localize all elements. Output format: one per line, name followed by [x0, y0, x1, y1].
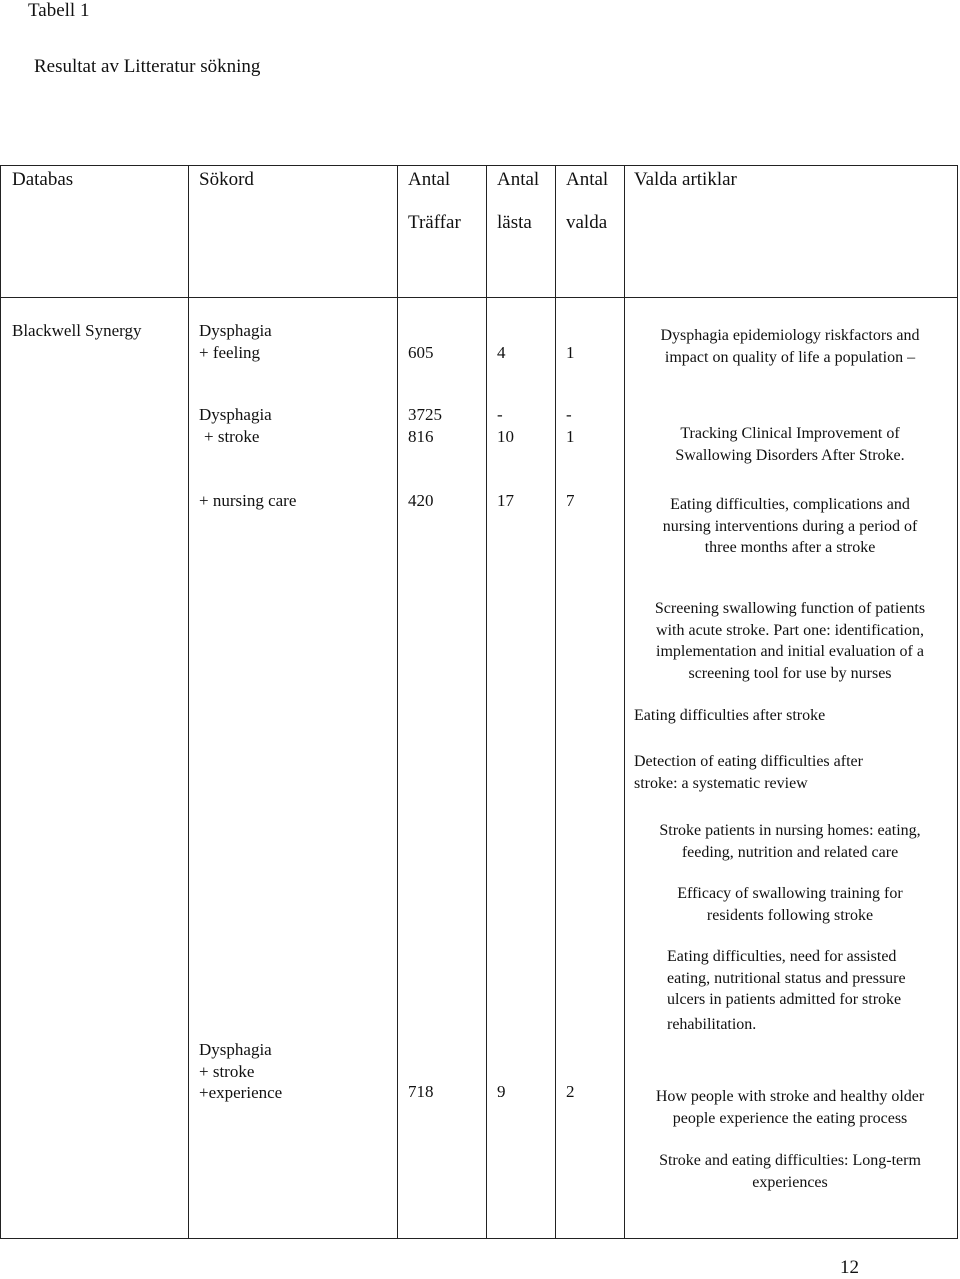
header-antal-traffar: Antal Träffar — [408, 169, 461, 233]
column-border — [624, 165, 625, 1239]
chosen-count: 7 — [566, 491, 575, 510]
article-title: Stroke patients in nursing homes: eating, feeding, nutrition and related care — [659, 822, 921, 861]
article-title: Efficacy of swallowing training for residents following stroke — [677, 885, 903, 924]
keyword-dysphagia-feeling: Dysphagia + feeling — [199, 321, 272, 362]
header-bottom-border — [0, 297, 958, 298]
header-antal-valda: Antal valda — [566, 169, 609, 233]
header-sokord: Sökord — [199, 169, 254, 190]
hits-count: 718 — [408, 1082, 434, 1101]
header-valda-artiklar: Valda artiklar — [634, 169, 737, 190]
read-count: 4 — [497, 343, 506, 362]
chosen-count: 1 — [566, 343, 575, 362]
hits-count: 605 — [408, 343, 434, 362]
chosen-count: - 1 — [566, 405, 575, 446]
article-title: Eating difficulties after stroke — [634, 707, 826, 724]
hits-count: 3725 816 — [408, 405, 442, 446]
article-title: Screening swallowing function of patients with acute stroke. Part one: identification, implementation and initial evaluation of a screening tool for use by nurses — [654, 600, 926, 682]
keyword-dysphagia-stroke-experience: Dysphagia + stroke +experience — [199, 1040, 283, 1102]
column-border — [397, 165, 398, 1239]
column-border — [957, 165, 958, 1239]
page-number: 12 — [840, 1257, 859, 1278]
database-name: Blackwell Synergy — [12, 321, 142, 340]
read-count: 17 — [497, 491, 514, 510]
table-bottom-border — [0, 1238, 958, 1239]
column-border — [486, 165, 487, 1239]
table-top-border — [0, 165, 958, 166]
header-antal-lasta: Antal lästa — [497, 169, 540, 233]
read-count: - 10 — [497, 405, 514, 446]
article-title: Eating difficulties, need for assisted eating, nutritional status and pressure ulcers in patients admitted for stroke rehabilitation. — [667, 948, 906, 1033]
header-databas: Databas — [12, 169, 74, 190]
keyword-nursing-care: + nursing care — [199, 491, 297, 510]
column-border — [555, 165, 556, 1239]
article-title: Eating difficulties, complications and nursing interventions during a period of three months after a stroke — [662, 496, 918, 556]
read-count: 9 — [497, 1082, 506, 1101]
article-title: Dysphagia epidemiology riskfactors and impact on quality of life a population – — [660, 327, 920, 366]
table-heading: Resultat av Litteratur sökning — [34, 56, 261, 77]
hits-count: 420 — [408, 491, 434, 510]
column-border — [188, 165, 189, 1239]
keyword-dysphagia-stroke: Dysphagia + stroke — [199, 405, 272, 446]
table-caption: Tabell 1 — [28, 0, 90, 21]
chosen-count: 2 — [566, 1082, 575, 1101]
article-title: Tracking Clinical Improvement of Swallowing Disorders After Stroke. — [675, 425, 905, 464]
article-title: Detection of eating difficulties after stroke: a systematic review — [634, 753, 863, 792]
article-title: How people with stroke and healthy older people experience the eating process — [655, 1088, 925, 1127]
article-title: Stroke and eating difficulties: Long-term experiences — [659, 1152, 921, 1191]
column-border — [0, 165, 1, 1239]
